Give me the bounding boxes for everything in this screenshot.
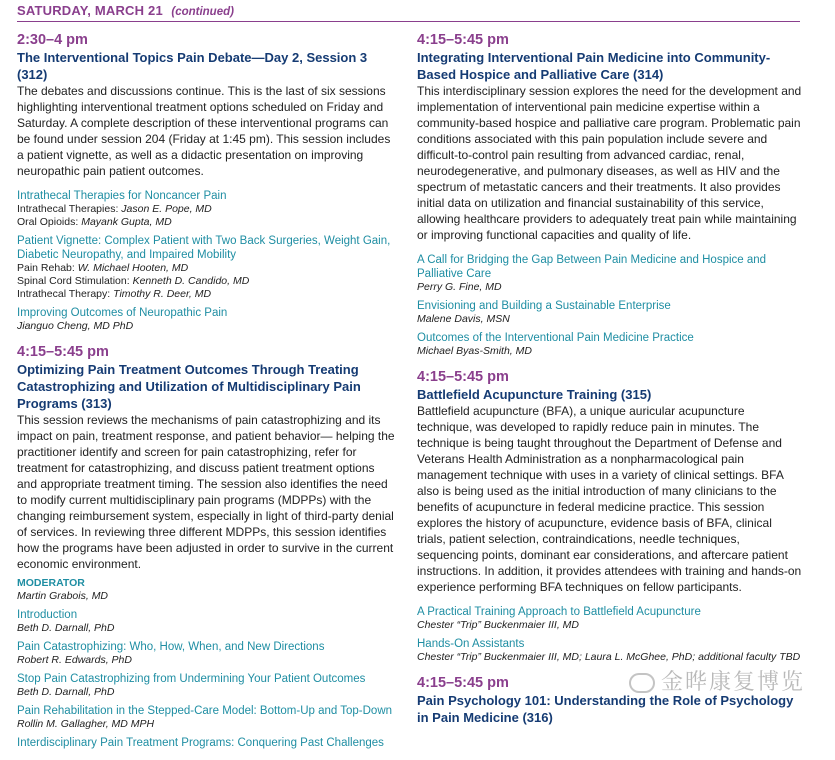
wechat-icon	[629, 673, 655, 693]
speaker-line	[17, 622, 397, 635]
spacer	[17, 179, 397, 187]
session-time: 4:15–5:45 pm	[417, 32, 509, 48]
talk-title[interactable]: Hands-On Assistants	[417, 638, 525, 650]
speaker-name: Chester “Trip” Buckenmaier III, MD	[417, 619, 580, 631]
continued-label: (continued)	[171, 6, 234, 18]
session-title: Battlefield Acupuncture Training (315)	[417, 387, 652, 402]
speaker-line	[17, 654, 397, 667]
session-block	[417, 368, 802, 664]
session-description: This interdisciplinary session explores the need for the development and implementation of interventional pain medicine expertise within a community-based hospice and palliative care program. Problematic pain conditions associated with this pain population include severe and difficult-to-control pain resulting from advanced cardiac, renal, neurodegenerative, and pulmonary diseases, as well as HIV and the spectrum of metastatic cancers and their treatments. It also provides initial data on utilization and financial sustainability of this service, allowing healthcare providers to adequately treat pain while maintaining or improving functional capacities and quality of life.	[417, 84, 802, 242]
speaker-name: Mayank Gupta, MD	[81, 216, 172, 228]
speaker-line	[17, 288, 397, 301]
speaker-line	[17, 718, 397, 731]
watermark	[629, 665, 805, 696]
session-title: Integrating Interventional Pain Medicine into Community-Based Hospice and Palliative Care (314)	[417, 50, 771, 82]
session-description: This session reviews the mechanisms of pain catastrophizing and its impact on pain, treatment response, and patient behavior— helping the practitioner identify and screen for pain catastrophizing, refer for treatment for catastrophizing, and discuss patient treatment options and appropriate treatment timing. The session also identifies the need to modify current multidisciplinary pain programs (MDPPs) with the changing reimbursement system, especially in light of third-party denial of services. In reviewing three different MDPPs, this session identifies how the programs have been adjusted in order to survive in the current economic environment.	[17, 413, 395, 571]
speaker-line	[17, 262, 397, 275]
speaker-line	[417, 619, 802, 632]
speaker-role: Oral Opioids:	[17, 216, 82, 228]
speaker-name: Chester “Trip” Buckenmaier III, MD; Laura L. McGhee, PhD; additional faculty TBD	[417, 651, 801, 663]
session-time: 4:15–5:45 pm	[417, 369, 509, 385]
speaker-line	[17, 203, 397, 216]
talk-title[interactable]: Pain Catastrophizing: Who, How, When, and New Directions	[17, 641, 325, 653]
speaker-line	[17, 216, 397, 229]
session-title: The Interventional Topics Pain Debate—Day 2, Session 3 (312)	[17, 50, 368, 82]
talk-title[interactable]: A Call for Bridging the Gap Between Pain Medicine and Hospice and Palliative Care	[417, 254, 767, 280]
page-header	[17, 2, 800, 22]
speaker-role: Pain Rehab:	[17, 262, 78, 274]
speaker-role: Spinal Cord Stimulation:	[17, 275, 133, 287]
talk-title[interactable]: A Practical Training Approach to Battlefield Acupuncture	[417, 606, 701, 618]
left-column	[17, 28, 397, 760]
session-block	[17, 31, 397, 333]
right-column	[417, 28, 802, 736]
speaker-name: Michael Byas-Smith, MD	[417, 345, 532, 357]
session-time: 4:15–5:45 pm	[417, 675, 509, 691]
talk-title[interactable]: Outcomes of the Interventional Pain Medicine Practice	[417, 332, 694, 344]
speaker-name: Timothy R. Deer, MD	[113, 288, 212, 300]
session-block	[17, 343, 397, 750]
moderator-label: MODERATOR	[17, 577, 85, 589]
talk-title[interactable]: Envisioning and Building a Sustainable Enterprise	[417, 300, 671, 312]
speaker-name: Rollin M. Gallagher, MD MPH	[17, 718, 155, 730]
talk-title[interactable]: Pain Rehabilitation in the Stepped-Care Model: Bottom-Up and Top-Down	[17, 705, 393, 717]
speaker-name: Beth D. Darnall, PhD	[17, 622, 115, 634]
speaker-line	[417, 281, 802, 294]
speaker-name: Jianguo Cheng, MD PhD	[17, 320, 134, 332]
spacer	[417, 595, 802, 603]
session-time: 2:30–4 pm	[17, 32, 88, 48]
talk-title[interactable]: Patient Vignette: Complex Patient with Two Back Surgeries, Weight Gain, Diabetic Neuropathy, and Impaired Mobility	[17, 235, 391, 261]
speaker-name: W. Michael Hooten, MD	[77, 262, 189, 274]
speaker-line	[417, 651, 802, 664]
talk-title[interactable]: Intrathecal Therapies for Noncancer Pain	[17, 190, 227, 202]
speaker-name: Perry G. Fine, MD	[417, 281, 502, 293]
talk-title[interactable]: Stop Pain Catastrophizing from Undermining Your Patient Outcomes	[17, 673, 366, 685]
talk-title[interactable]: Introduction	[17, 609, 78, 621]
speaker-name: Malene Davis, MSN	[417, 313, 510, 325]
speaker-line	[417, 313, 802, 326]
session-time: 4:15–5:45 pm	[17, 344, 109, 360]
session-block	[417, 31, 802, 358]
session-description: Battlefield acupuncture (BFA), a unique auricular acupuncture technique, was developed to rapidly reduce pain in minutes. The technique is being taught throughout the Department of Defense and Veterans Health Administration as a nonpharmacological pain management technique with uses in a variety of clinical settings. BFA also is being used as the initial introduction of many clinicians to the benefits of acupuncture in federal medicine practice. This session explores the history of acupuncture, evidence basis of BFA, clinical trials, patient selection, contraindications, needle techniques, sequencing points, dominant ear considerations, and aftercare patient instructions. In addition, it provides attendees with training and hands-on experience performing BFA techniques on fellow participants.	[417, 404, 802, 594]
speaker-name: Jason E. Pope, MD	[121, 203, 212, 215]
session-title: Optimizing Pain Treatment Outcomes Through Treating Catastrophizing and Utilization of Multidisciplinary Pain Programs (313)	[17, 362, 361, 411]
moderator-name: Martin Grabois, MD	[17, 590, 109, 602]
speaker-name: Robert R. Edwards, PhD	[17, 654, 132, 666]
speaker-line	[17, 320, 397, 333]
speaker-line	[417, 345, 802, 358]
spacer	[417, 243, 802, 251]
speaker-line	[17, 686, 397, 699]
session-description: The debates and discussions continue. This is the last of six sessions highlighting interventional treatment options scheduled on Friday and Saturday. A complete description of these interventional programs can be found under session 204 (Friday at 1:45 pm). This session includes a patient vignette, as well as a didactic presentation on improving neuropathic pain patient outcomes.	[17, 84, 391, 178]
speaker-role: Intrathecal Therapy:	[17, 288, 114, 300]
day-heading: SATURDAY, MARCH 21	[17, 3, 163, 18]
session-title: Pain Psychology 101: Understanding the Role of Psychology in Pain Medicine (316)	[417, 693, 794, 725]
watermark-text: 金晔康复博览	[660, 670, 805, 695]
speaker-name: Kenneth D. Candido, MD	[132, 275, 250, 287]
speaker-line	[17, 275, 397, 288]
speaker-role: Intrathecal Therapies:	[17, 203, 122, 215]
talk-title[interactable]: Improving Outcomes of Neuropathic Pain	[17, 307, 228, 319]
speaker-name: Beth D. Darnall, PhD	[17, 686, 115, 698]
talk-title[interactable]: Interdisciplinary Pain Treatment Programs: Conquering Past Challenges	[17, 737, 384, 749]
